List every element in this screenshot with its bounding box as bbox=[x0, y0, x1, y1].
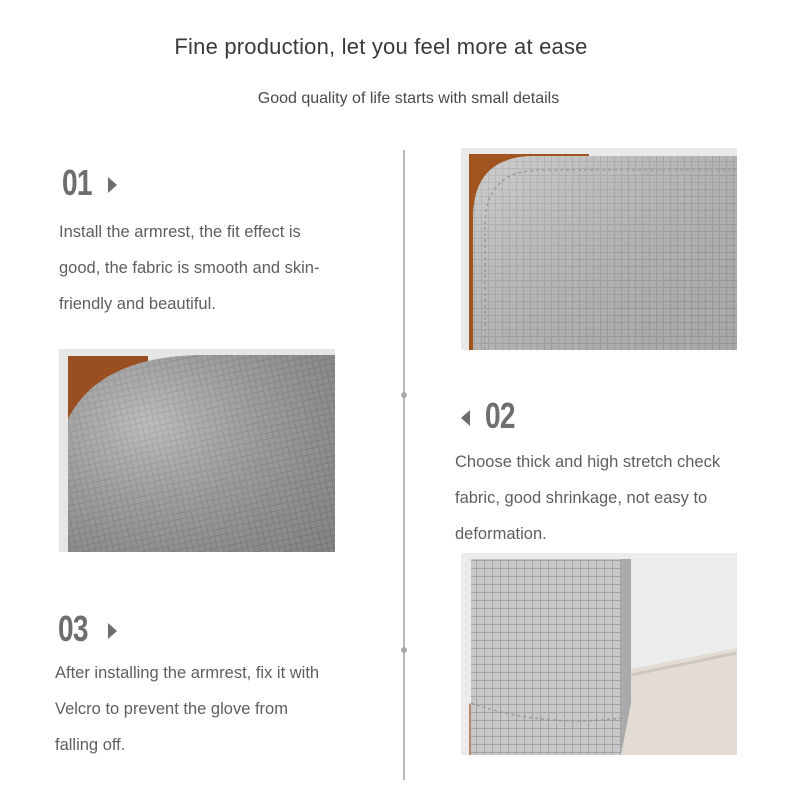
text-line: fabric, good shrinkage, not easy to bbox=[455, 489, 708, 507]
arrow-right-icon bbox=[108, 177, 117, 193]
text-line: falling off. bbox=[55, 736, 126, 754]
step-number-02: 02 bbox=[485, 395, 515, 436]
divider-dot bbox=[401, 392, 407, 398]
armrest-photo-bottom-right bbox=[461, 553, 737, 755]
page-title: Fine production, let you feel more at ease bbox=[174, 34, 588, 59]
text-line: Velcro to prevent the glove from bbox=[55, 700, 288, 718]
arrow-left-icon bbox=[461, 410, 470, 426]
divider-dot bbox=[401, 647, 407, 653]
step-number-01: 01 bbox=[62, 162, 92, 203]
text-line: friendly and beautiful. bbox=[59, 295, 216, 313]
text-line: good, the fabric is smooth and skin- bbox=[59, 259, 320, 277]
center-divider bbox=[403, 150, 405, 780]
page-subtitle: Good quality of life starts with small details bbox=[257, 90, 560, 107]
text-line: After installing the armrest, fix it with bbox=[55, 664, 320, 682]
step-01-description bbox=[59, 214, 319, 322]
step-02-description bbox=[455, 444, 720, 552]
step-number-03: 03 bbox=[58, 608, 88, 649]
step-03-description bbox=[55, 655, 319, 763]
arrow-right-icon bbox=[108, 623, 117, 639]
armrest-photo-left bbox=[59, 349, 335, 552]
armrest-photo-top-right bbox=[461, 148, 737, 350]
text-line: Choose thick and high stretch check bbox=[455, 453, 721, 471]
text-line: deformation. bbox=[455, 525, 547, 543]
text-line: Install the armrest, the fit effect is bbox=[59, 223, 301, 241]
